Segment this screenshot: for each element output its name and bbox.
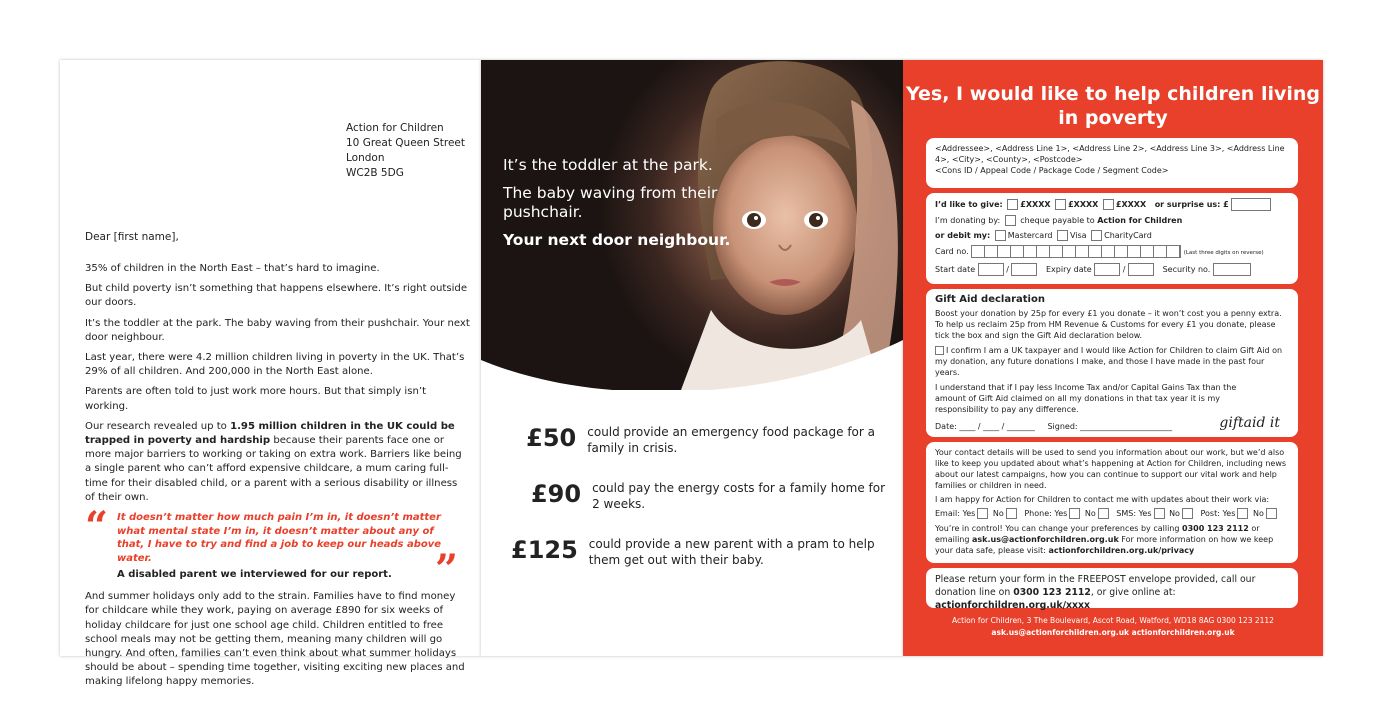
paragraph: And summer holidays only add to the strain. Families have to find money for childcare while they work, paying on average £890 for six weeks of holiday childcare for just one school age child. Children entitled to free school meals may not be getting them, meaning many children will go hungry. And often, families can’t even think about what summer holidays should be about – spending time together, visiting exciting new places and making lifelong happy memories. xyxy=(85,591,465,688)
address-line: Action for Children xyxy=(346,122,444,134)
expiry-date-input[interactable] xyxy=(1128,263,1154,276)
paragraph: But child poverty isn’t something that happens elsewhere. It’s right outside our doors. xyxy=(85,283,468,309)
start-date-input[interactable] xyxy=(978,263,1004,276)
gift-aid-text: Boost your donation by 25p for every £1 you donate – it won’t cost you a penny extra. To help us reclaim 25p from HM Revenue & Customs for every £1 you donate, please tick the box and sign the Gift Aid declaration below. xyxy=(935,309,1282,340)
gift-option xyxy=(511,480,891,512)
footer-address: Action for Children, 3 The Boulevard, Ascot Road, Watford, WD18 8AG 0300 123 2112 xyxy=(952,616,1274,625)
expiry-date-label: Expiry date xyxy=(1046,265,1092,274)
address-line: WC2B 5DG xyxy=(346,167,404,179)
security-no-input[interactable] xyxy=(1213,263,1251,276)
phone-label: Phone: xyxy=(1024,509,1052,518)
gift-aid-text: I understand that if I pay less Income Tax and/or Capital Gains Tax than the amount of Gift Aid claimed on all my donations in that tax year it is my responsibility to pay any difference. xyxy=(935,383,1237,414)
phone-number: 0300 123 2112 xyxy=(1013,587,1091,598)
gift-aid-confirm-text: I confirm I am a UK taxpayer and I would like Action for Children to claim Gift Aid on my donation, any future donations I make, and those I have made in the past four years. xyxy=(935,346,1283,377)
gift-aid-title: Gift Aid declaration xyxy=(935,294,1045,305)
address-line: 10 Great Queen Street xyxy=(346,137,466,149)
yes-label: Yes xyxy=(1054,509,1068,518)
email-label: Email: xyxy=(935,509,960,518)
amount-option: £XXXX xyxy=(1020,200,1051,209)
surprise-label: or surprise us: £ xyxy=(1154,200,1229,209)
phone-yes-checkbox[interactable] xyxy=(1069,508,1080,519)
paragraph: Parents are often told to just work more hours. But that simply isn’t working. xyxy=(85,386,427,412)
email-address[interactable]: ask.us@actionforchildren.org.uk xyxy=(971,535,1119,544)
donating-by-label: I’m donating by: xyxy=(935,216,1001,225)
last-three-note: (Last three digits on reverse) xyxy=(1183,250,1264,256)
text: or emailing xyxy=(935,524,1260,544)
quote-text: It doesn’t matter how much pain I’m in, it doesn’t matter what mental state I’m in, it doesn’t matter about any of that, I have to try and find a job to keep our heads above water. xyxy=(117,512,442,564)
greeting: Dear [first name], xyxy=(85,231,179,243)
gift-amount: £90 xyxy=(530,480,582,508)
headline-strong: Your next door neighbour. xyxy=(503,231,731,249)
cheque-label: cheque payable to xyxy=(1020,216,1095,225)
post-label: Post: xyxy=(1200,509,1220,518)
gift-description: could pay the energy costs for a family home for 2 weeks. xyxy=(592,481,886,511)
gift-description: could provide a new parent with a pram to help them get out with their baby. xyxy=(588,537,875,567)
email-no-checkbox[interactable] xyxy=(1006,508,1017,519)
expiry-date-input[interactable] xyxy=(1094,263,1120,276)
text: Our research revealed up to xyxy=(85,420,231,432)
amount-option: £XXXX xyxy=(1115,200,1147,209)
yes-label: Yes xyxy=(1222,509,1236,518)
amount-row xyxy=(935,198,1289,211)
wave-divider xyxy=(481,340,903,400)
pull-quote xyxy=(85,503,470,594)
quote-attribution: A disabled parent we interviewed for our report. xyxy=(117,569,392,581)
privacy-link[interactable]: actionforchildren.org.uk/privacy xyxy=(1048,546,1195,555)
sms-yes-checkbox[interactable] xyxy=(1154,508,1165,519)
gift-amount: £50 xyxy=(526,424,577,452)
letter-body xyxy=(85,262,470,696)
middle-page xyxy=(481,60,903,656)
headline xyxy=(503,156,733,259)
paragraph xyxy=(85,420,470,505)
security-no-label: Security no. xyxy=(1162,265,1211,274)
no-label: No xyxy=(1084,509,1096,518)
start-date-input[interactable] xyxy=(1011,263,1037,276)
sms-label: SMS: xyxy=(1116,509,1137,518)
phone-no-checkbox[interactable] xyxy=(1098,508,1109,519)
cheque-payee: Action for Children xyxy=(1097,216,1183,225)
form-footer xyxy=(903,615,1323,639)
highlight-text: 1.95 million children in the UK could be trapped in poverty and hardship xyxy=(85,420,455,447)
post-no-checkbox[interactable] xyxy=(1266,508,1277,519)
gift-aid-confirm xyxy=(935,345,1289,378)
control-text xyxy=(935,523,1289,556)
contact-text: Your contact details will be used to send you information about our work, but we’d also like to keep you updated about what’s happening at Action for Children, including news about our latest campaigns, how you can continue to support our vital work and help families or children in need. xyxy=(935,448,1287,490)
card-number-input[interactable] xyxy=(971,245,1181,258)
donation-form-page xyxy=(903,60,1323,656)
phone-number: 0300 123 2112 xyxy=(1182,524,1249,533)
visa-checkbox[interactable] xyxy=(1057,230,1068,241)
start-date-label: Start date xyxy=(935,265,976,274)
paragraph: 35% of children in the North East – that’s hard to imagine. xyxy=(85,263,380,274)
amount-option: £XXXX xyxy=(1068,200,1099,209)
text: Please return your form in the FREEPOST envelope provided, call our donation line on xyxy=(935,574,1256,598)
dates-row: Start date / Expiry date / Security no. xyxy=(935,263,1289,276)
return-address xyxy=(346,121,465,181)
cheque-checkbox[interactable] xyxy=(1005,215,1016,226)
debit-row xyxy=(935,230,1289,241)
gift-description: could provide an emergency food package for a family in crisis. xyxy=(587,425,875,455)
form-title: Yes, I would like to help children living in poverty xyxy=(906,83,1320,129)
charitycard-checkbox[interactable] xyxy=(1091,230,1102,241)
mastercard-label: Mastercard xyxy=(1007,231,1053,240)
yes-label: Yes xyxy=(1138,509,1152,518)
gift-option xyxy=(511,536,891,568)
no-label: No xyxy=(992,509,1004,518)
text: For more information on how we keep your data safe, please visit: xyxy=(935,535,1274,555)
payment-box xyxy=(926,193,1298,284)
gift-aid-box xyxy=(926,289,1298,437)
address-box xyxy=(926,138,1298,188)
visa-label: Visa xyxy=(1069,231,1087,240)
gift-amount: £125 xyxy=(511,536,578,564)
open-quote-icon: “ xyxy=(85,503,109,551)
cons-id-text: <Cons ID / Appeal Code / Package Code / Segment Code> xyxy=(935,166,1169,175)
give-label: I’d like to give: xyxy=(935,200,1003,209)
email-yes-checkbox[interactable] xyxy=(977,508,988,519)
donate-link[interactable]: actionforchildren.org.uk/xxxx xyxy=(935,600,1090,611)
signature-field[interactable]: Signed: _______________________ xyxy=(1047,422,1173,431)
close-quote-icon: ” xyxy=(434,546,458,594)
amount-checkbox[interactable] xyxy=(1103,199,1114,210)
donating-by-row xyxy=(935,215,1289,226)
letter-page xyxy=(60,60,481,688)
card-no-label: Card no. xyxy=(935,247,969,256)
amount-checkbox[interactable] xyxy=(1007,199,1018,210)
addressee-text: <Addressee>, <Address Line 1>, <Address Line 2>, <Address Line 3>, <Address Line 4>, <City>, <County>, <Postcode> xyxy=(935,144,1285,164)
gift-aid-checkbox[interactable] xyxy=(935,346,944,355)
text: , or give online at: xyxy=(1090,587,1176,598)
post-yes-checkbox[interactable] xyxy=(1237,508,1248,519)
giftaid-logo: giftaid it xyxy=(1219,415,1280,431)
address-line: London xyxy=(346,152,385,164)
footer-contacts: ask.us@actionforchildren.org.uk actionforchildren.org.uk xyxy=(991,628,1235,637)
gift-option xyxy=(511,424,891,456)
return-instructions-box xyxy=(926,568,1298,611)
amount-checkbox[interactable] xyxy=(1055,199,1066,210)
yes-label: Yes xyxy=(962,509,976,518)
headline-line: The baby waving from their pushchair. xyxy=(503,184,718,221)
no-label: No xyxy=(1252,509,1264,518)
surprise-amount-input[interactable] xyxy=(1231,198,1271,211)
no-label: No xyxy=(1169,509,1180,518)
debit-label: or debit my: xyxy=(935,231,991,240)
card-number-row xyxy=(935,245,1289,259)
headline-line: It’s the toddler at the park. xyxy=(503,156,713,174)
text: You’re in control! You can change your preferences by calling xyxy=(935,524,1182,533)
date-field[interactable]: Date: ____ / ____ / _______ xyxy=(935,422,1035,431)
sms-no-checkbox[interactable] xyxy=(1182,508,1193,519)
paragraph: Last year, there were 4.2 million children living in poverty in the UK. That’s 29% of all children. And 200,000 in the North East alone. xyxy=(85,352,465,378)
paragraph: It’s the toddler at the park. The baby waving from their pushchair. Your next door neighbour. xyxy=(85,317,470,343)
contact-options-row xyxy=(935,508,1289,519)
text: because their parents face one or more major barriers to working or taking on extra work. Barriers like being a single parent who can’t afford expensive childcare, a mum caring full-time for their disabled child, or a parent with a serious disability or illness of their own. xyxy=(85,435,462,503)
mastercard-checkbox[interactable] xyxy=(995,230,1006,241)
contact-preferences-box xyxy=(926,442,1298,563)
charitycard-label: CharityCard xyxy=(1104,231,1152,240)
contact-text: I am happy for Action for Children to contact me with updates about their work via: xyxy=(935,495,1270,504)
